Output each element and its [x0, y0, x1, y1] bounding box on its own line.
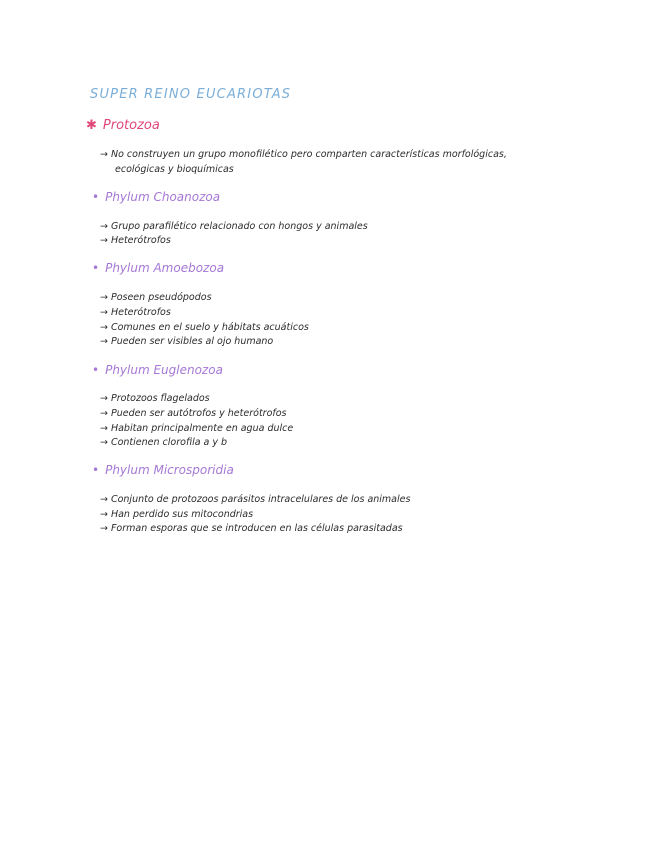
arrow-icon: → — [100, 509, 108, 520]
page-title: SUPER REINO EUCARIOTAS — [90, 87, 292, 102]
list-item-text: Conjunto de protozoos parásitos intracelulares de los animales — [110, 494, 411, 505]
list-item — [100, 509, 253, 520]
phylum-name: Phylum Euglenozoa — [105, 363, 223, 377]
arrow-icon: → — [100, 408, 108, 419]
list-item — [100, 437, 227, 448]
arrow-icon: → — [100, 292, 108, 303]
phylum-name: Phylum Choanozoa — [105, 190, 221, 204]
list-item — [100, 235, 171, 246]
phylum-heading — [92, 463, 234, 477]
phylum-heading — [92, 261, 224, 275]
list-item — [100, 523, 403, 534]
bullet-icon: • — [92, 363, 100, 377]
arrow-icon: → — [100, 523, 108, 534]
phylum-heading — [92, 363, 223, 377]
section-heading — [86, 118, 160, 133]
list-item — [100, 393, 210, 404]
list-item-text: Pueden ser autótrofos y heterótrofos — [110, 408, 287, 419]
list-item — [100, 494, 410, 505]
list-item — [100, 307, 171, 318]
arrow-icon: → — [100, 221, 108, 232]
arrow-icon: → — [100, 322, 108, 333]
list-item — [100, 221, 368, 232]
list-item-text: Poseen pseudópodos — [110, 292, 212, 303]
list-item-text: Heterótrofos — [110, 307, 171, 318]
phylum-heading — [92, 190, 220, 204]
list-item-text: Heterótrofos — [110, 235, 171, 246]
arrow-icon: → — [100, 393, 108, 404]
list-item — [100, 292, 212, 303]
arrow-icon: → — [100, 494, 108, 505]
arrow-icon: → — [100, 149, 108, 160]
bullet-icon: • — [92, 463, 100, 477]
intro-text-1: No construyen un grupo monofilético pero comparten características morfológicas, — [110, 149, 507, 160]
list-item-text: Protozoos flagelados — [110, 393, 210, 404]
list-item — [100, 322, 309, 333]
arrow-icon: → — [100, 437, 108, 448]
intro-line — [100, 149, 507, 160]
bullet-icon: • — [92, 261, 100, 275]
list-item-text: Contienen clorofila a y b — [110, 437, 228, 448]
list-item-text: Forman esporas que se introducen en las células parasitadas — [110, 523, 403, 534]
list-item-text: Pueden ser visibles al ojo humano — [110, 336, 274, 347]
section-label: Protozoa — [102, 118, 160, 133]
list-item-text: Habitan principalmente en agua dulce — [110, 423, 294, 434]
phylum-name: Phylum Microsporidia — [105, 463, 234, 477]
list-item-text: Grupo parafilético relacionado con hongos y animales — [110, 221, 368, 232]
intro-line-continued: ecológicas y bioquímicas — [115, 164, 234, 175]
bullet-icon: • — [92, 190, 100, 204]
arrow-icon: → — [100, 235, 108, 246]
arrow-icon: → — [100, 423, 108, 434]
phylum-name: Phylum Amoebozoa — [105, 261, 225, 275]
list-item — [100, 336, 273, 347]
list-item — [100, 423, 293, 434]
list-item-text: Comunes en el suelo y hábitats acuáticos — [110, 322, 309, 333]
arrow-icon: → — [100, 336, 108, 347]
list-item-text: Han perdido sus mitocondrias — [110, 509, 254, 520]
arrow-icon: → — [100, 307, 108, 318]
list-item — [100, 408, 287, 419]
asterisk-icon: ✱ — [86, 118, 97, 133]
